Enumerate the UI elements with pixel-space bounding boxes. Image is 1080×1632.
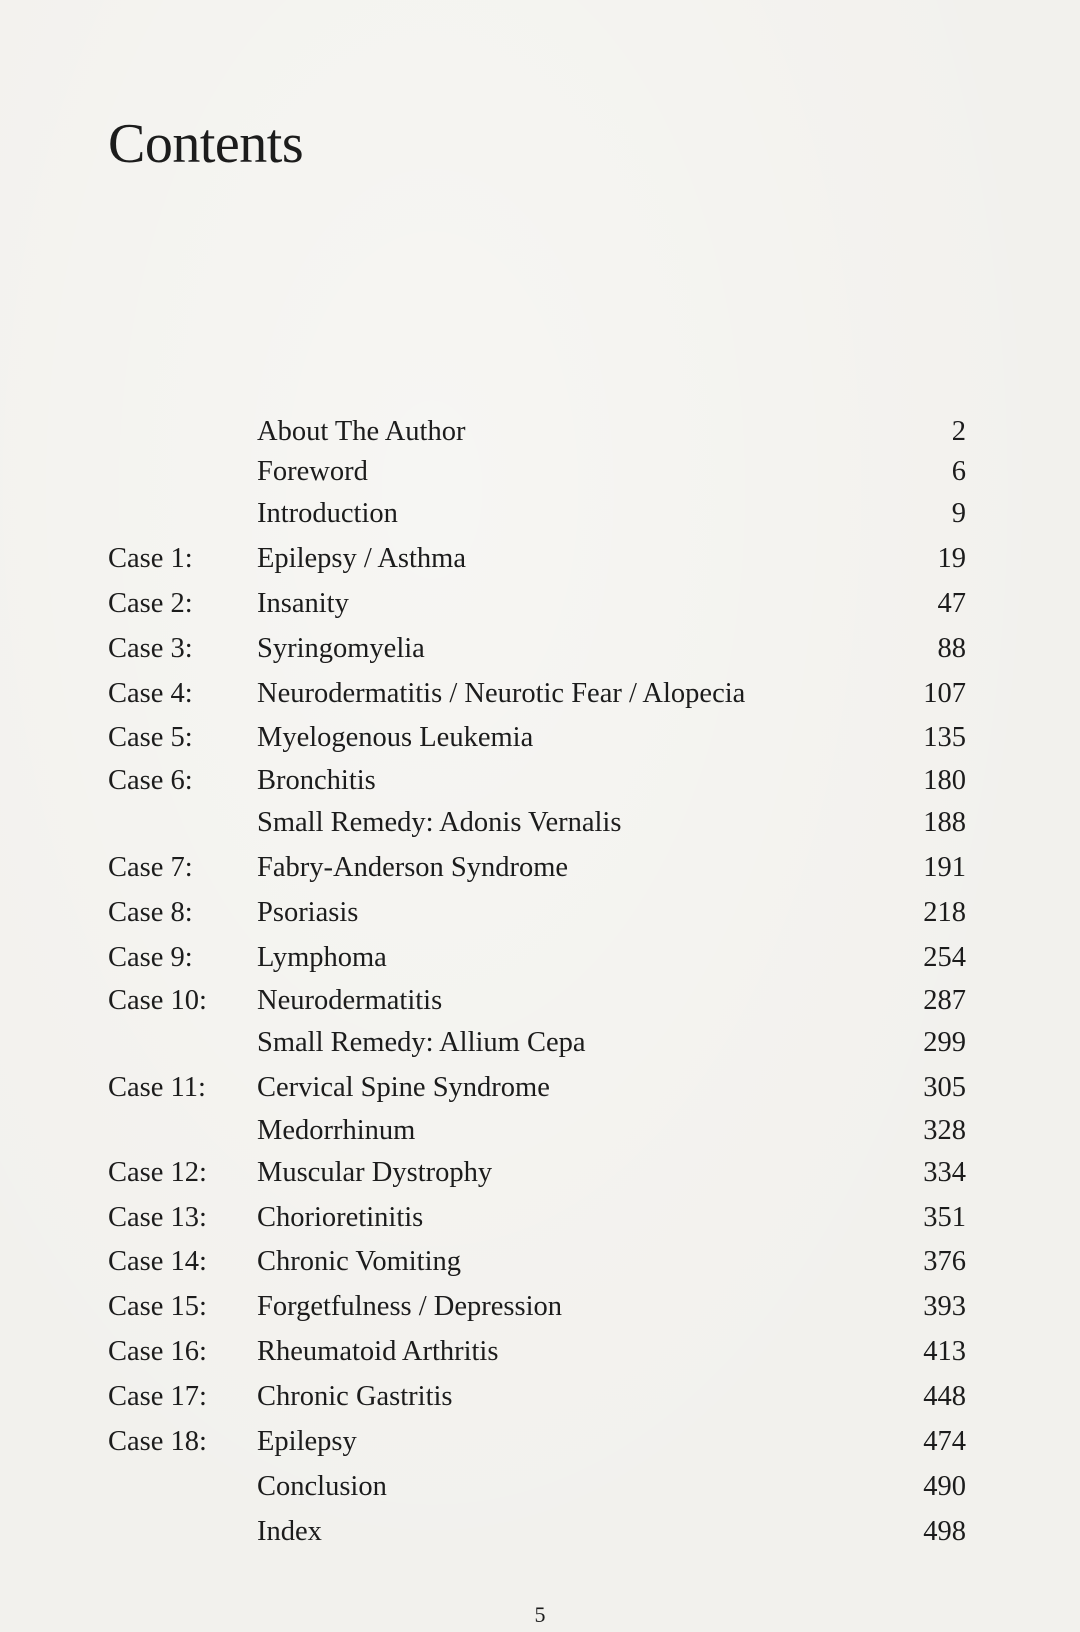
toc-entry [0,761,1080,801]
toc-title: About The Author [257,416,466,447]
toc-entry [0,1066,1080,1111]
toc-page-number: 305 [923,1071,966,1103]
toc-page-number: 47 [937,587,966,619]
toc-title: Epilepsy [257,1426,357,1458]
toc-title: Neurodermatitis [257,984,443,1016]
toc-page-number: 287 [923,984,966,1016]
toc-entry [0,1196,1080,1241]
toc-title: Epilepsy / Asthma [257,542,466,574]
toc-title: Forgetfulness / Depression [257,1291,563,1323]
toc-case-label: Case 11: [108,1071,206,1103]
toc-entry [0,1330,1080,1375]
toc-title: Introduction [257,498,398,529]
toc-case-label: Case 13: [108,1201,207,1233]
toc-title: Neurodermatitis / Neurotic Fear / Alopecia [257,677,746,709]
toc-page-number: 254 [923,942,966,974]
toc-title: Conclusion [257,1470,387,1502]
toc-entry [0,801,1080,846]
toc-title: Lymphoma [257,942,387,974]
toc-page-number: 393 [923,1291,966,1323]
page-title: Contents [108,113,304,175]
toc-title: Foreword [257,456,368,487]
toc-title: Index [257,1515,322,1547]
toc-entry [0,1240,1080,1285]
toc-page-number: 376 [923,1246,966,1278]
toc-title: Chronic Gastritis [257,1381,453,1413]
toc-case-label: Case 10: [108,984,207,1016]
toc-entry [0,891,1080,936]
toc-entry [0,672,1080,717]
toc-entry [0,537,1080,582]
toc-page-number: 448 [923,1381,966,1413]
toc-title: Syringomyelia [257,632,425,664]
toc-entry [0,1465,1080,1510]
toc-page-number: 107 [923,677,966,709]
toc-page-number: 218 [923,897,966,929]
toc-case-label: Case 6: [108,765,193,797]
page-number: 5 [534,1602,546,1627]
toc-page-number: 299 [923,1026,966,1058]
toc-title: Muscular Dystrophy [257,1156,493,1188]
toc-entry [0,1151,1080,1196]
toc-page-number: 2 [951,416,966,447]
toc-entry [0,452,1080,492]
toc-title: Psoriasis [257,897,359,929]
toc-title: Chronic Vomiting [257,1246,462,1278]
toc-page-number: 351 [923,1201,966,1233]
toc-entry [0,582,1080,627]
toc-entry [0,627,1080,672]
toc-entry [0,1375,1080,1420]
toc-case-label: Case 5: [108,722,193,754]
toc-title: Insanity [257,587,349,619]
toc-title: Small Remedy: Allium Cepa [257,1026,586,1058]
toc-case-label: Case 4: [108,677,193,709]
toc-case-label: Case 16: [108,1336,207,1368]
toc-page-number: 490 [923,1470,966,1502]
toc-entry [0,716,1080,761]
toc-title: Chorioretinitis [257,1201,424,1233]
toc-page-number: 328 [923,1114,966,1146]
toc-page-number: 498 [923,1515,966,1547]
toc-entry [0,492,1080,537]
toc-entry [0,1111,1080,1151]
toc-case-label: Case 12: [108,1156,207,1188]
toc-page-number: 191 [923,852,966,884]
toc-case-label: Case 14: [108,1246,207,1278]
toc-page-number: 9 [951,498,966,529]
toc-entry [0,846,1080,891]
toc-case-label: Case 8: [108,897,193,929]
table-of-contents [0,412,1080,1555]
toc-entry [0,1021,1080,1066]
toc-title: Bronchitis [257,765,376,797]
toc-case-label: Case 1: [108,542,193,574]
toc-page-number: 19 [937,542,966,574]
toc-title: Fabry-Anderson Syndrome [257,852,569,884]
toc-page-number: 88 [937,632,966,664]
toc-title: Small Remedy: Adonis Vernalis [257,807,622,839]
toc-entry [0,936,1080,981]
toc-title: Medorrhinum [257,1114,416,1146]
toc-case-label: Case 3: [108,632,193,664]
toc-case-label: Case 17: [108,1381,207,1413]
toc-page-number: 188 [923,807,966,839]
toc-title: Rheumatoid Arthritis [257,1336,499,1368]
toc-title: Cervical Spine Syndrome [257,1071,550,1103]
toc-entry [0,412,1080,452]
toc-page-number: 474 [923,1426,966,1458]
toc-page-number: 6 [951,456,966,487]
toc-page-number: 413 [923,1336,966,1368]
toc-page-number: 180 [923,765,966,797]
toc-case-label: Case 18: [108,1426,207,1458]
toc-case-label: Case 7: [108,852,193,884]
toc-page-number: 135 [923,722,966,754]
toc-case-label: Case 9: [108,942,193,974]
toc-entry [0,1420,1080,1465]
toc-title: Myelogenous Leukemia [257,722,534,754]
toc-entry [0,1510,1080,1555]
toc-case-label: Case 2: [108,587,193,619]
toc-entry [0,981,1080,1021]
toc-entry [0,1285,1080,1330]
toc-case-label: Case 15: [108,1291,207,1323]
toc-page-number: 334 [923,1156,966,1188]
